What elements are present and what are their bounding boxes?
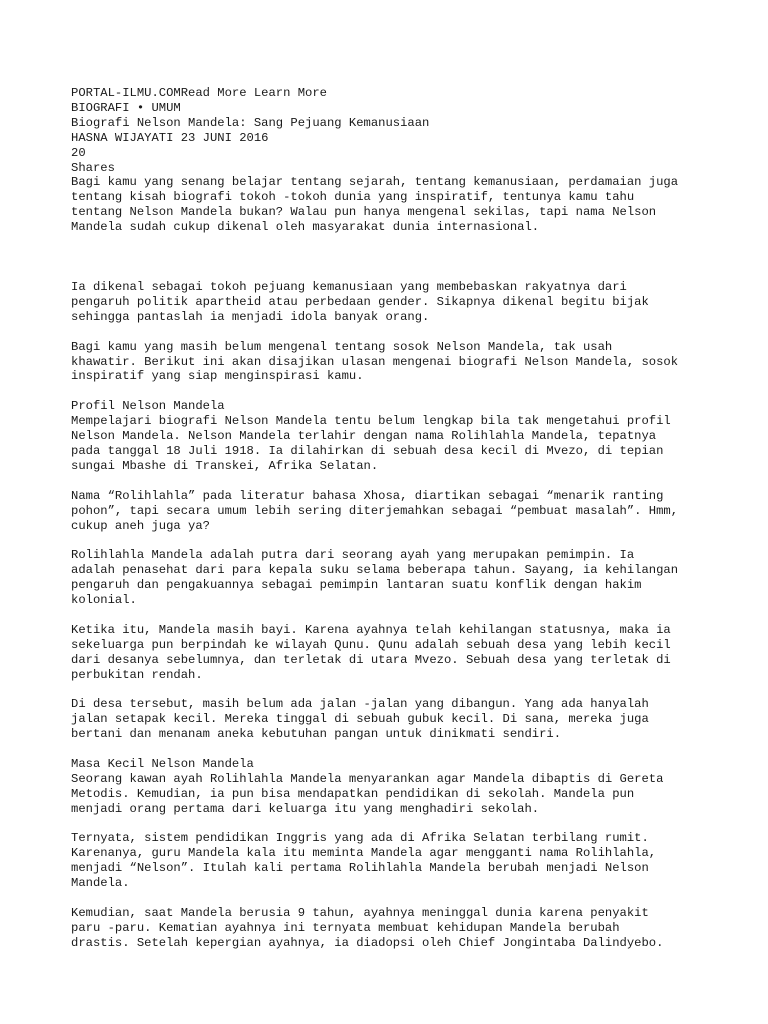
heading-profil: Profil Nelson Mandela bbox=[71, 399, 225, 414]
paragraph-1: Ia dikenal sebagai tokoh pejuang kemanusiaan yang membebaskan rakyatnya dari pengaruh politik apartheid atau perbedaan gender. Sikapnya dikenal begitu bijak sehingga pantaslah ia menjadi idola banyak orang. bbox=[71, 280, 649, 324]
article bbox=[71, 86, 711, 951]
paragraph-7: Di desa tersebut, masih belum ada jalan -jalan yang dibangun. Yang ada hanyalah jalan setapak kecil. Mereka tinggal di sebuah gubuk kecil. Di sana, mereka juga bertani dan menanam aneka kebutuhan pangan untuk dinikmati sendiri. bbox=[71, 697, 649, 742]
paragraph-3: Mempelajari biografi Nelson Mandela tentu belum lengkap bila tak mengetahui profil Nelson Mandela. Nelson Mandela terlahir dengan nama Rolihlahla Mandela, tepatnya pada tanggal 18 Juli 1918. Ia dilahirkan di sebuah desa kecil di Mvezo, di tepian sungai Mbashe di Transkei, Afrika Selatan. bbox=[71, 414, 671, 473]
article-title: Biografi Nelson Mandela: Sang Pejuang Kemanusiaan bbox=[71, 115, 430, 130]
site-header: PORTAL-ILMU.COMRead More Learn More bbox=[71, 86, 327, 100]
paragraph-6: Ketika itu, Mandela masih bayi. Karena ayahnya telah kehilangan statusnya, maka ia sekeluarga pun berpindah ke wilayah Qunu. Qunu adalah sebuah desa yang lebih kecil dari desanya sebelumnya, dan terletak di utara Mvezo. Sebuah desa yang terletak di perbukitan rendah. bbox=[71, 622, 671, 682]
category-label: BIOGRAFI • UMUM bbox=[71, 100, 181, 115]
heading-masa-kecil: Masa Kecil Nelson Mandela bbox=[71, 756, 254, 771]
paragraph-9: Ternyata, sistem pendidikan Inggris yang ada di Afrika Selatan terbilang rumit. Karenanya, guru Mandela kala itu meminta Mandela agar mengganti nama Rolihlahla, menjadi “Nelson”. Itulah kali pertama Rolihlahla Mandela berubah menjadi Nelson Mandela. bbox=[71, 831, 657, 891]
paragraph-4: Nama “Rolihlahla” pada literatur bahasa Xhosa, diartikan sebagai “menarik ranting pohon”, tapi secara umum lebih sering diterjemahkan sebagai “pembuat masalah”. Hmm, cukup aneh juga ya? bbox=[71, 488, 679, 533]
paragraph-5: Rolihlahla Mandela adalah putra dari seorang ayah yang merupakan pemimpin. Ia adalah penasehat dari para kepala suku selama beberapa tahun. Sayang, ia kehilangan pengaruh dan pengakuannya sebagai pemimpin lantaran suatu konflik dengan hakim kolonial. bbox=[71, 548, 679, 608]
shares-count: 20 bbox=[71, 145, 86, 160]
paragraph-10: Kemudian, saat Mandela berusia 9 tahun, ayahnya meninggal dunia karena penyakit paru -paru. Kematian ayahnya ini ternyata membuat kehidupan Mandela berubah drastis. Setelah kepergian ayahnya, ia diadopsi oleh Chief Jongintaba Dalindyebo. bbox=[71, 905, 664, 950]
intro-paragraph: Bagi kamu yang senang belajar tentang sejarah, tentang kemanusiaan, perdamaian juga tentang kisah biografi tokoh -tokoh dunia yang inspiratif, tentunya kamu tahu tentang Nelson Mandela bukan? Walau pun hanya mengenal sekilas, tapi nama Nelson Mandela sudah cukup dikenal oleh masyarakat dunia internasional. bbox=[71, 175, 679, 235]
paragraph-8: Seorang kawan ayah Rolihlahla Mandela menyarankan agar Mandela dibaptis di Gereta Metodis. Kemudian, ia pun bisa mendapatkan pendidikan di sekolah. Mandela pun menjadi orang pertama dari keluarga itu yang menghadiri sekolah. bbox=[71, 771, 664, 816]
byline: HASNA WIJAYATI 23 JUNI 2016 bbox=[71, 130, 269, 145]
shares-label: Shares bbox=[71, 160, 115, 175]
paragraph-2: Bagi kamu yang masih belum mengenal tentang sosok Nelson Mandela, tak usah khawatir. Berikut ini akan disajikan ulasan mengenai biografi Nelson Mandela, sosok inspiratif yang siap menginspirasi kamu. bbox=[71, 339, 679, 384]
